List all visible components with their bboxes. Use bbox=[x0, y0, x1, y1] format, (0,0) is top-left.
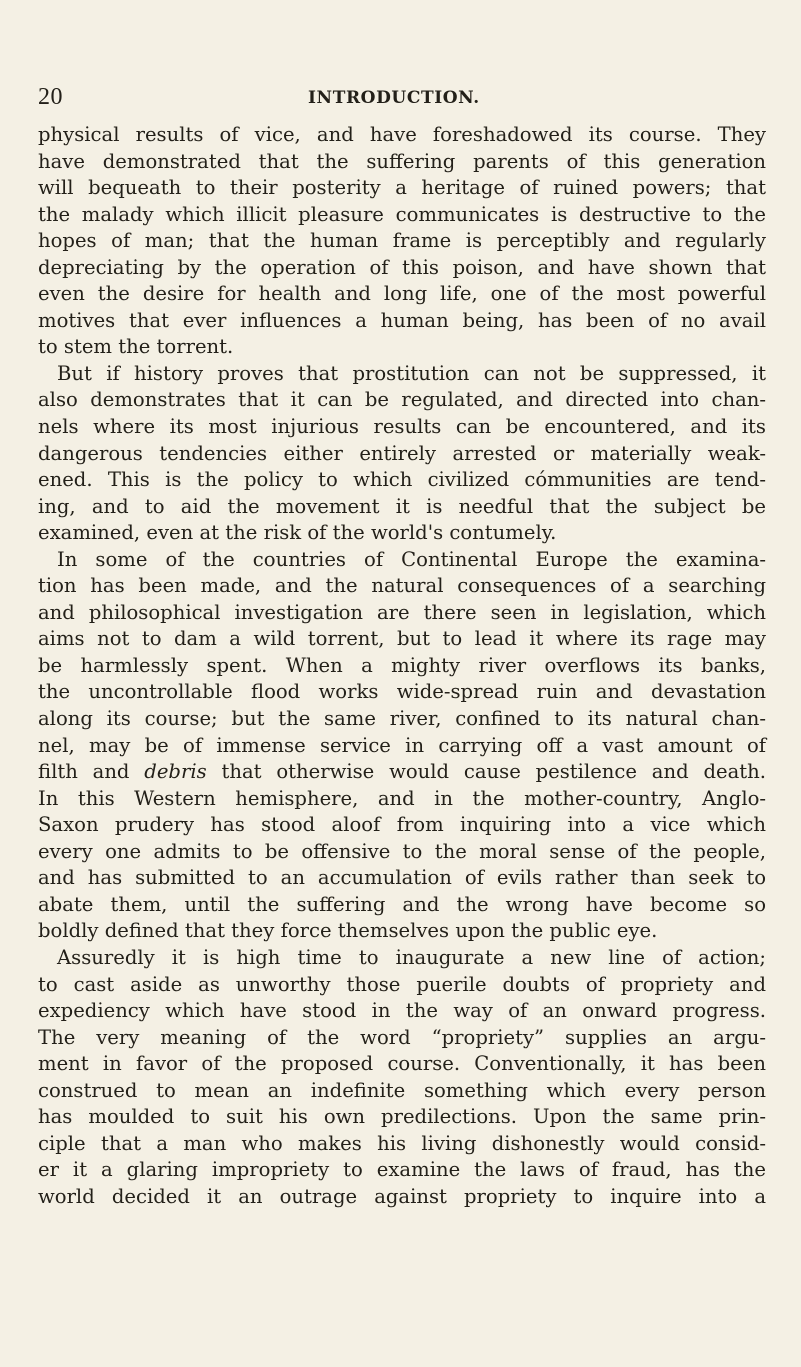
text-line: world decided it an outrage against propriety to inquire into a bbox=[38, 1184, 766, 1208]
text-line: abate them, until the suffering and the wrong have become so bbox=[38, 892, 766, 916]
text-line: expediency which have stood in the way of an onward progress. bbox=[38, 999, 766, 1023]
text-line: Saxon prudery has stood aloof from inquiring into a vice which bbox=[38, 813, 766, 837]
text-line: to cast aside as unworthy those puerile doubts of propriety and bbox=[38, 972, 766, 996]
text-line: also demonstrates that it can be regulated, and directed into chan- bbox=[38, 388, 766, 412]
text-line: has moulded to suit his own predilections. Upon the same prin- bbox=[38, 1105, 766, 1129]
text-line: ment in favor of the proposed course. Conventionally, it has been bbox=[38, 1052, 766, 1076]
text-line: and philosophical investigation are there seen in legislation, which bbox=[38, 600, 766, 624]
text-line: along its course; but the same river, confined to its natural chan- bbox=[38, 707, 766, 731]
text-line: the uncontrollable flood works wide-spread ruin and devastation bbox=[38, 680, 766, 704]
text-line: dangerous tendencies either entirely arrested or materially weak- bbox=[38, 441, 766, 465]
text-line: physical results of vice, and have foreshadowed its course. They bbox=[38, 123, 766, 146]
text-line: The very meaning of the word “propriety” supplies an argu- bbox=[38, 1025, 766, 1049]
text-line: aims not to dam a wild torrent, but to lead it where its rage may bbox=[38, 627, 766, 651]
text-line: boldly defined that they force themselves upon the public eye. bbox=[38, 919, 658, 943]
body-text bbox=[38, 122, 766, 1210]
text-line: filth and debris that otherwise would cause pestilence and death. bbox=[38, 760, 766, 784]
text-line: er it a glaring impropriety to examine the laws of fraud, has the bbox=[38, 1158, 766, 1182]
text-line: the malady which illicit pleasure communicates is destructive to the bbox=[38, 202, 766, 226]
text-line: depreciating by the operation of this poison, and have shown that bbox=[38, 255, 766, 279]
text-line: In some of the countries of Continental Europe the examina- bbox=[57, 547, 766, 571]
text-line: nel, may be of immense service in carrying off a vast amount of bbox=[38, 733, 766, 757]
text-line: ened. This is the policy to which civilized cómmunities are tend- bbox=[38, 468, 766, 492]
text-line: examined, even at the risk of the world's contumely. bbox=[38, 521, 557, 545]
text-line: nels where its most injurious results can be encountered, and its bbox=[38, 415, 766, 439]
text-line: every one admits to be offensive to the moral sense of the people, bbox=[38, 839, 766, 863]
text-line: motives that ever influences a human being, has been of no avail bbox=[38, 308, 766, 332]
text-line: even the desire for health and long life, one of the most powerful bbox=[38, 282, 766, 306]
text-line: and has submitted to an accumulation of evils rather than seek to bbox=[38, 866, 766, 890]
text-line: tion has been made, and the natural consequences of a searching bbox=[38, 574, 766, 598]
page-number: 20 bbox=[38, 84, 63, 110]
text-line: hopes of man; that the human frame is perceptibly and regularly bbox=[38, 229, 766, 253]
text-line: ciple that a man who makes his living dishonestly would consid- bbox=[38, 1131, 766, 1155]
text-line: to stem the torrent. bbox=[38, 335, 234, 359]
text-line: But if history proves that prostitution can not be suppressed, it bbox=[57, 361, 766, 385]
text-line: construed to mean an indefinite something which every person bbox=[38, 1078, 766, 1102]
text-line: Assuredly it is high time to inaugurate a new line of action; bbox=[57, 945, 766, 969]
chapter-title: INTRODUCTION. bbox=[308, 88, 480, 108]
running-head bbox=[38, 84, 764, 114]
text-line: have demonstrated that the suffering parents of this generation bbox=[38, 149, 766, 173]
text-line: will bequeath to their posterity a heritage of ruined powers; that bbox=[38, 176, 766, 200]
text-line: In this Western hemisphere, and in the mother-country, Anglo- bbox=[38, 786, 766, 810]
text-line: be harmlessly spent. When a mighty river overflows its banks, bbox=[38, 653, 766, 677]
text-line: ing, and to aid the movement it is needful that the subject be bbox=[38, 494, 766, 518]
